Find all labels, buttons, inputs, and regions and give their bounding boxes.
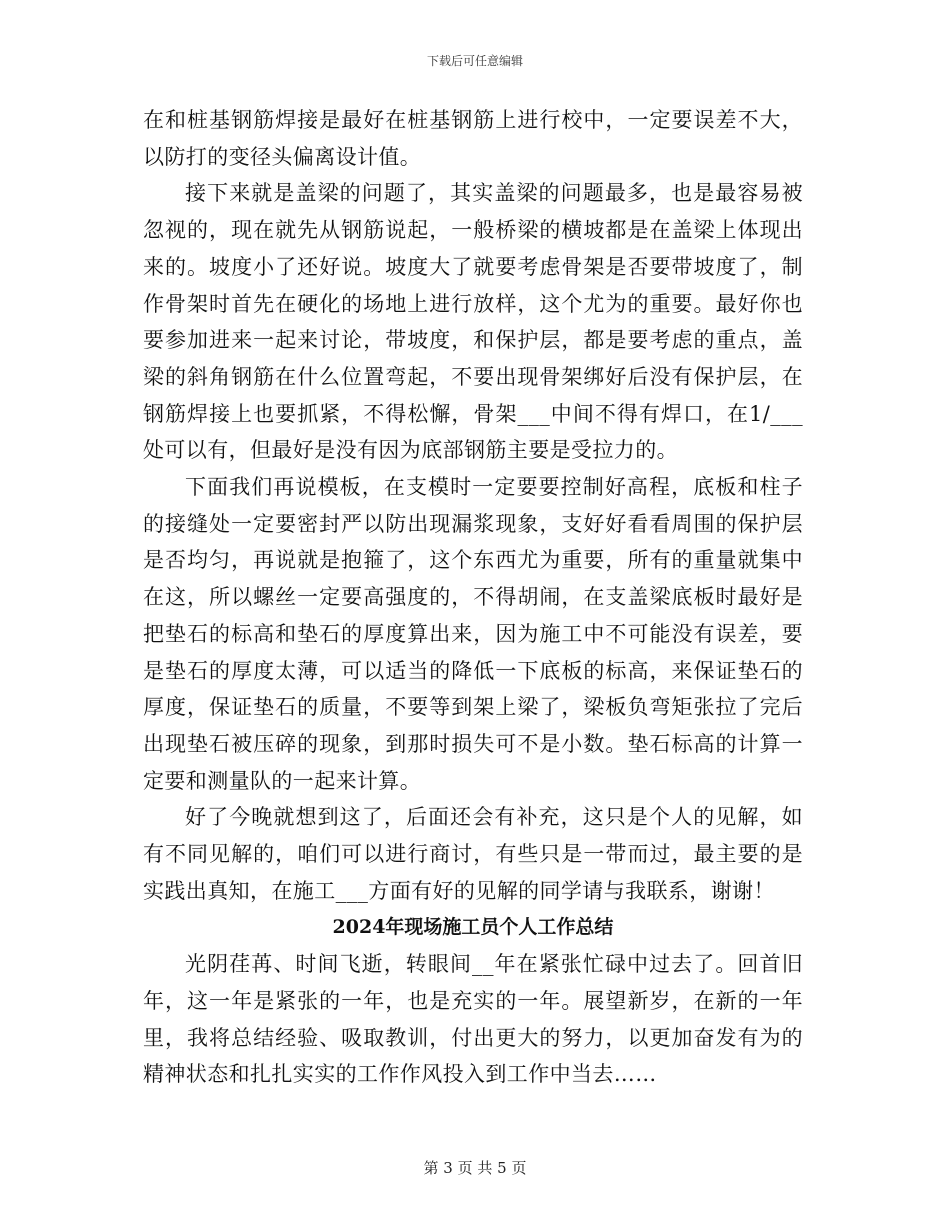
section-paragraph: 光阴荏苒、时间飞逝，转眼间__年在紧张忙碌中过去了。回首旧年，这一年是紧张的一年，也是充实的一年。展望新岁，在新的一年里，我将总结经验、吸取教训，付出更大的努力，以更加奋发有为的精神状态和扎扎实实的工作作风投入到工作中当去…… xyxy=(143,952,803,1087)
body-paragraph: 在和桩基钢筋焊接是最好在桩基钢筋上进行校中，一定要误差不大，以防打的变径头偏离设计值。 xyxy=(143,108,803,169)
section-title: 2024年现场施工员个人工作总结 xyxy=(332,916,614,939)
body-paragraph: 接下来就是盖梁的问题了，其实盖梁的问题最多，也是最容易被忽视的，现在就先从钢筋说起，一般桥梁的横坡都是在盖梁上体现出来的。坡度小了还好说。坡度大了就要考虑骨架是否要带坡度了，制作骨架时首先在硬化的场地上进行放样，这个尤为的重要。最好你也要参加进来一起来讨论，带坡度，和保护层，都是要考虑的重点，盖梁的斜角钢筋在什么位置弯起，不要出现骨架绑好后没有保护层，在钢筋焊接上也要抓紧，不得松懈，骨架___中间不得有焊口，在1/___处可以有，但最好是没有因为底部钢筋主要是受拉力的。 xyxy=(143,181,803,463)
body-paragraph: 好了今晚就想到这了，后面还会有补充，这只是个人的见解，如有不同见解的，咱们可以进行商讨，有些只是一带而过，最主要的是实践出真知，在施工___方面有好的见解的同学请与我联系，谢谢！ xyxy=(143,805,803,903)
page-header: 下载后可任意编辑 xyxy=(426,54,523,68)
page-footer: 第 3 页 共 5 页 xyxy=(423,1159,527,1177)
body-paragraph: 下面我们再说模板，在支模时一定要要控制好高程，底板和柱子的接缝处一定要密封严以防出现漏浆现象，支好好看看周围的保护层是否均匀，再说就是抱箍了，这个东西尤为重要，所有的重量就集中在这，所以螺丝一定要高强度的，不得胡闹，在支盖梁底板时最好是把垫石的标高和垫石的厚度算出来，因为施工中不可能没有误差，要是垫石的厚度太薄，可以适当的降低一下底板的标高，来保证垫石的厚度，保证垫石的质量，不要等到架上梁了，梁板负弯矩张拉了完后出现垫石被压碎的现象，到那时损失可不是小数。垫石标高的计算一定要和测量队的一起来计算。 xyxy=(143,475,803,793)
document-body xyxy=(143,102,803,1093)
